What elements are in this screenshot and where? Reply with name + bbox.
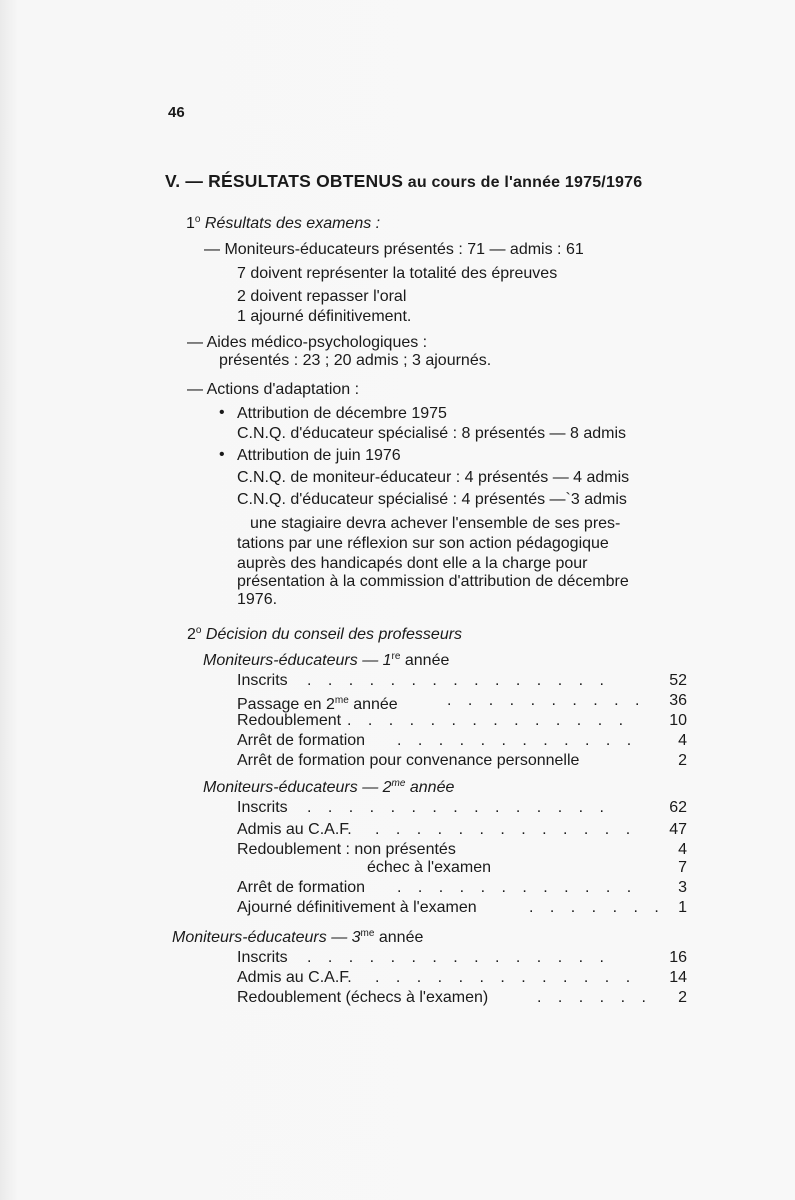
note-line-2: tations par une réflexion sur son action pédagogique (237, 535, 609, 552)
dot-leader: . . . . . . . . . . . . . . . (307, 672, 610, 689)
note-line-3: auprès des handicapés dont elle a la charge pour (237, 555, 588, 572)
dot-leader: . . . . . . . . . . . . . . . (307, 799, 610, 816)
row-label-text: Passage en 2 (237, 696, 335, 713)
row-label: Redoublement : non présentés (237, 841, 456, 858)
cnq-line-1: C.N.Q. d'éducateur spécialisé : 8 présentés — 8 admis (237, 425, 627, 442)
attribution-june: Attribution de juin 1976 (237, 447, 401, 464)
table-row (237, 858, 687, 878)
table-row (237, 671, 687, 691)
dot-leader: . . . . . . (537, 989, 652, 1006)
row-value: 14 (669, 969, 687, 986)
moniteurs-sub-1: 7 doivent représenter la totalité des épreuves (237, 265, 558, 282)
moniteurs-sub-3: 1 ajourné définitivement. (237, 308, 412, 325)
row-label-suffix: année (348, 696, 398, 713)
table-row (237, 691, 687, 711)
table-row (237, 711, 687, 731)
note-line-1: une stagiaire devra achever l'ensemble de ses pres- (250, 515, 621, 532)
table-row (237, 731, 687, 751)
aides-results: — Aides médico-psychologiques : (187, 334, 428, 351)
part1-heading-text: Résultats des examens : (200, 215, 381, 232)
year2-title-text: Moniteurs-éducateurs — 2 (203, 779, 392, 796)
cnq-line-2: C.N.Q. de moniteur-éducateur : 4 présentés — 4 admis (237, 469, 630, 486)
part2-heading-sup: o (195, 625, 202, 636)
moniteurs-results: — Moniteurs-éducateurs présentés : 71 — admis : 61 (204, 241, 584, 258)
row-label: Redoublement (échecs à l'examen) (237, 989, 489, 1006)
dot-leader: . . . . . . . . . . . . (397, 879, 638, 896)
row-label: Arrêt de formation pour convenance personnelle (237, 752, 580, 769)
row-value: 62 (669, 799, 687, 816)
bullet-icon: • (219, 404, 225, 421)
aides-sub: présentés : 23 ; 20 admis ; 3 ajournés. (219, 352, 492, 369)
dot-leader: . . . . . . . . . . . . . (375, 969, 637, 986)
cnq-line-3: C.N.Q. d'éducateur spécialisé : 4 présentés —`3 admis (237, 491, 627, 508)
row-value: 2 (678, 752, 687, 769)
part1-heading (186, 210, 380, 234)
part2-heading (187, 621, 462, 645)
row-label: Ajourné définitivement à l'examen (237, 899, 477, 916)
table-row (237, 988, 687, 1008)
row-label: Arrêt de formation (237, 732, 366, 749)
year1-title-sup: re (391, 651, 401, 662)
bullet-icon: • (219, 446, 225, 463)
dot-leader: . . . . . . . (529, 899, 665, 916)
row-value: 4 (678, 841, 687, 858)
row-label: Admis au C.A.F. (237, 821, 352, 838)
row-label: Inscrits (237, 949, 288, 966)
year1-title (203, 647, 449, 671)
year3-title-text: Moniteurs-éducateurs — 3 (172, 929, 361, 946)
row-label: Arrêt de formation (237, 879, 366, 896)
table-row (237, 751, 687, 771)
row-label: Redoublement (237, 712, 342, 729)
row-value: 7 (678, 859, 687, 876)
part2-heading-num: 2 (187, 626, 196, 643)
row-value: 47 (669, 821, 687, 838)
dot-leader: . . . . . . . . . . . . . (375, 821, 637, 838)
moniteurs-sub-2: 2 doivent repasser l'oral (237, 288, 407, 305)
row-value: 4 (678, 732, 687, 749)
row-label: Inscrits (237, 672, 288, 689)
row-label: Inscrits (237, 799, 288, 816)
row-value: 52 (669, 672, 687, 689)
table-row (237, 968, 687, 988)
row-value: 3 (678, 879, 687, 896)
section-title-main: V. — RÉSULTATS OBTENUS (165, 171, 404, 191)
row-value: 2 (678, 989, 687, 1006)
section-title-rest: au cours de l'année 1975/1976 (403, 174, 643, 191)
dot-leader: . . . . . . . . . . . . . . (347, 712, 630, 729)
part1-heading-sup: o (194, 214, 201, 225)
table-row (237, 948, 687, 968)
year2-title-sup: me (391, 778, 406, 789)
actions-heading: — Actions d'adaptation : (187, 381, 360, 398)
row-value: 1 (678, 899, 687, 916)
row-value: 36 (669, 692, 687, 709)
page-number: 46 (168, 104, 185, 121)
year3-title-suffix: année (374, 929, 424, 946)
note-line-5: 1976. (237, 591, 278, 608)
row-label-sup: me (334, 695, 349, 706)
table-row (237, 798, 687, 818)
year2-title-suffix: année (405, 779, 455, 796)
year1-title-text: Moniteurs-éducateurs — 1 (203, 652, 392, 669)
row-label: échec à l'examen (367, 859, 492, 876)
note-line-4: présentation à la commission d'attribution de décembre (237, 573, 629, 590)
row-value: 10 (669, 712, 687, 729)
section-title (165, 171, 642, 192)
dot-leader: . . . . . . . . . . . . . . . (307, 949, 610, 966)
part2-heading-text: Décision du conseil des professeurs (201, 626, 463, 643)
table-row (237, 840, 687, 860)
table-row (237, 878, 687, 898)
year3-title-sup: me (360, 928, 375, 939)
table-row (237, 898, 687, 918)
attribution-december: Attribution de décembre 1975 (237, 405, 447, 422)
part1-heading-num: 1 (186, 215, 195, 232)
row-label: Admis au C.A.F. (237, 969, 352, 986)
dot-leader: . . . . . . . . . . (447, 692, 646, 709)
row-value: 16 (669, 949, 687, 966)
year2-title (203, 774, 454, 798)
year3-title (172, 924, 423, 948)
dot-leader: . . . . . . . . . . . . (397, 732, 638, 749)
table-row (237, 820, 687, 840)
year1-title-suffix: année (400, 652, 450, 669)
